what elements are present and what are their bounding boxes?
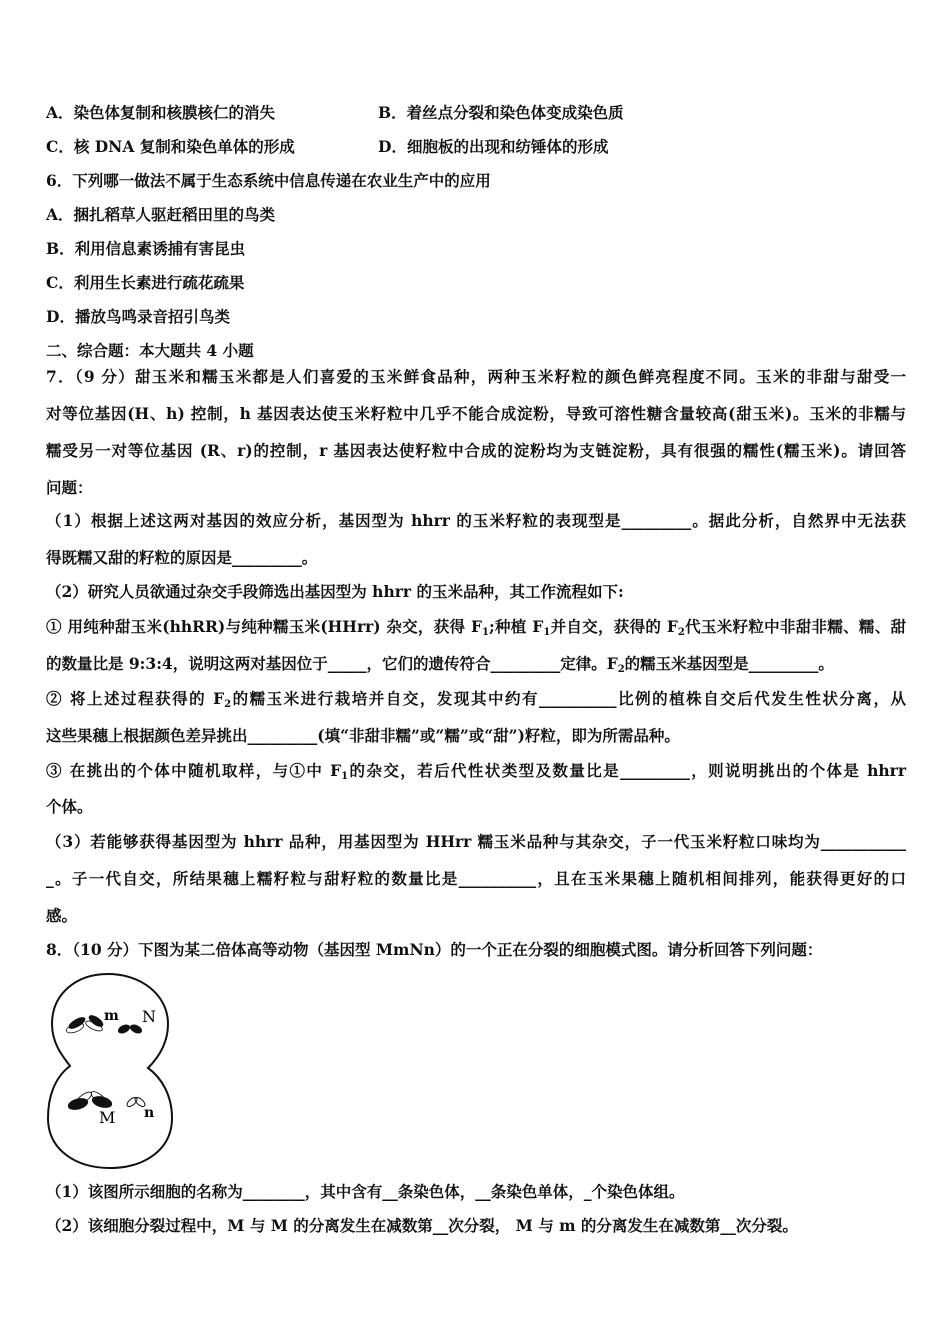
q7-part3-line-3: 感。 [46,906,78,925]
q7-step2-line-1: ② 将上述过程获得的 $F_2$的糯玉米进行栽培并自交，发现其中约有__________比例的植株自交后代发生性状分离，从 [46,689,906,710]
chromosome-m-upper [65,1014,104,1035]
q8-part1: （1）该图所示细胞的名称为________，其中含有__条染色体，__条染色单体，_个染色体组。 [46,1182,685,1201]
q7-stem-line-1: 7．（9 分）甜玉米和糯玉米都是人们喜爱的玉米鲜食品种，两种玉米籽粒的颜色鲜亮程度不同。玉米的非甜与甜受一 [46,367,906,386]
q7-step3-line-1: ③ 在挑出的个体中随机取样，与①中 $F_1$的杂交，若后代性状类型及数量比是_________，则说明挑出的个体是 hhrr [46,761,906,782]
cell-membrane-outline [48,974,172,1168]
q5-option-c: C．核 DNA 复制和染色单体的形成 [46,137,295,156]
q7-part1-line-2: 得既糯又甜的籽粒的原因是_________。 [46,548,318,567]
section-heading: 二、综合题：本大题共 4 小题 [46,341,254,360]
label-M: M [99,1108,116,1127]
q7-step1-line-2: 的数量比是 9:3:4，说明这两对基因位于_____，它们的遗传符合_________定律。$F_2$的糯玉米基因型是_________。 [46,654,834,675]
q7-step1-line-1: ① 用纯种甜玉米(hhRR)与纯种糯玉米(HHrr) 杂交，获得 $F_1$;种植 $F_1$并自交，获得的 $F_2$代玉米籽粒中非甜非糯、糯、甜 [46,617,907,638]
q6-option-b: B．利用信息素诱捕有害昆虫 [46,239,246,258]
q7-stem-line-2: 对等位基因(H、h) 控制，h 基因表达使玉米籽粒中几乎不能合成淀粉，导致可溶性糖含量较高(甜玉米)。玉米的非糯与 [46,404,906,423]
q6-stem: 6．下列哪一做法不属于生态系统中信息传递在农业生产中的应用 [46,171,491,190]
q7-step2-line-2: 这些果穗上根据颜色差异挑出_________(填“非甜非糯”或“糯”或“甜”)籽粒，即为所需品种。 [46,726,680,745]
q7-part2-intro: （2）研究人员欲通过杂交手段筛选出基因型为 hhrr 的玉米品种，其工作流程如下: [46,582,624,601]
label-n: n [144,1105,155,1121]
q7-stem-line-4: 问题： [46,478,93,497]
cell-division-figure [46,966,176,1171]
q6-option-c: C．利用生长素进行疏花疏果 [46,273,245,292]
chromosome-n-upper [117,1023,143,1034]
label-m: m [104,1008,119,1024]
q5-option-d: D．细胞板的出现和纺锤体的形成 [378,137,609,156]
q7-stem-line-3: 糯受另一对等位基因 (R、r)的控制，r 基因表达使籽粒中合成的淀粉均为支链淀粉，具有很强的糯性(糯玉米)。请回答 [46,441,906,460]
q8-part2: （2）该细胞分裂过程中，M 与 M 的分离发生在减数第__次分裂， M 与 m 的分离发生在减数第__次分裂。 [46,1216,798,1235]
q7-part1-line-1: （1）根据上述这两对基因的效应分析，基因型为 hhrr 的玉米籽粒的表现型是_________。据此分析，自然界中无法获 [46,511,906,530]
q6-option-a: A．捆扎稻草人驱赶稻田里的鸟类 [46,205,276,224]
q6-option-d: D．播放鸟鸣录音招引鸟类 [46,307,230,326]
q5-option-a: A．染色体复制和核膜核仁的消失 [46,103,276,122]
q8-stem: 8．（10 分）下图为某二倍体高等动物（基因型 MmNn）的一个正在分裂的细胞模式图。请分析回答下列问题： [46,940,823,959]
q7-step3-line-2: 个体。 [46,797,93,816]
q7-part3-line-1: （3）若能够获得基因型为 hhrr 品种，用基因型为 HHrr 糯玉米品种与其杂交，子一代玉米籽粒口味均为___________ [46,832,906,851]
q7-part3-line-2: _。子一代自交，所结果穗上糯籽粒与甜籽粒的数量比是__________，且在玉米果穗上随机相间排列，能获得更好的口 [46,869,906,888]
q5-option-b: B．着丝点分裂和染色体变成染色质 [378,103,624,122]
label-N: N [142,1007,156,1026]
